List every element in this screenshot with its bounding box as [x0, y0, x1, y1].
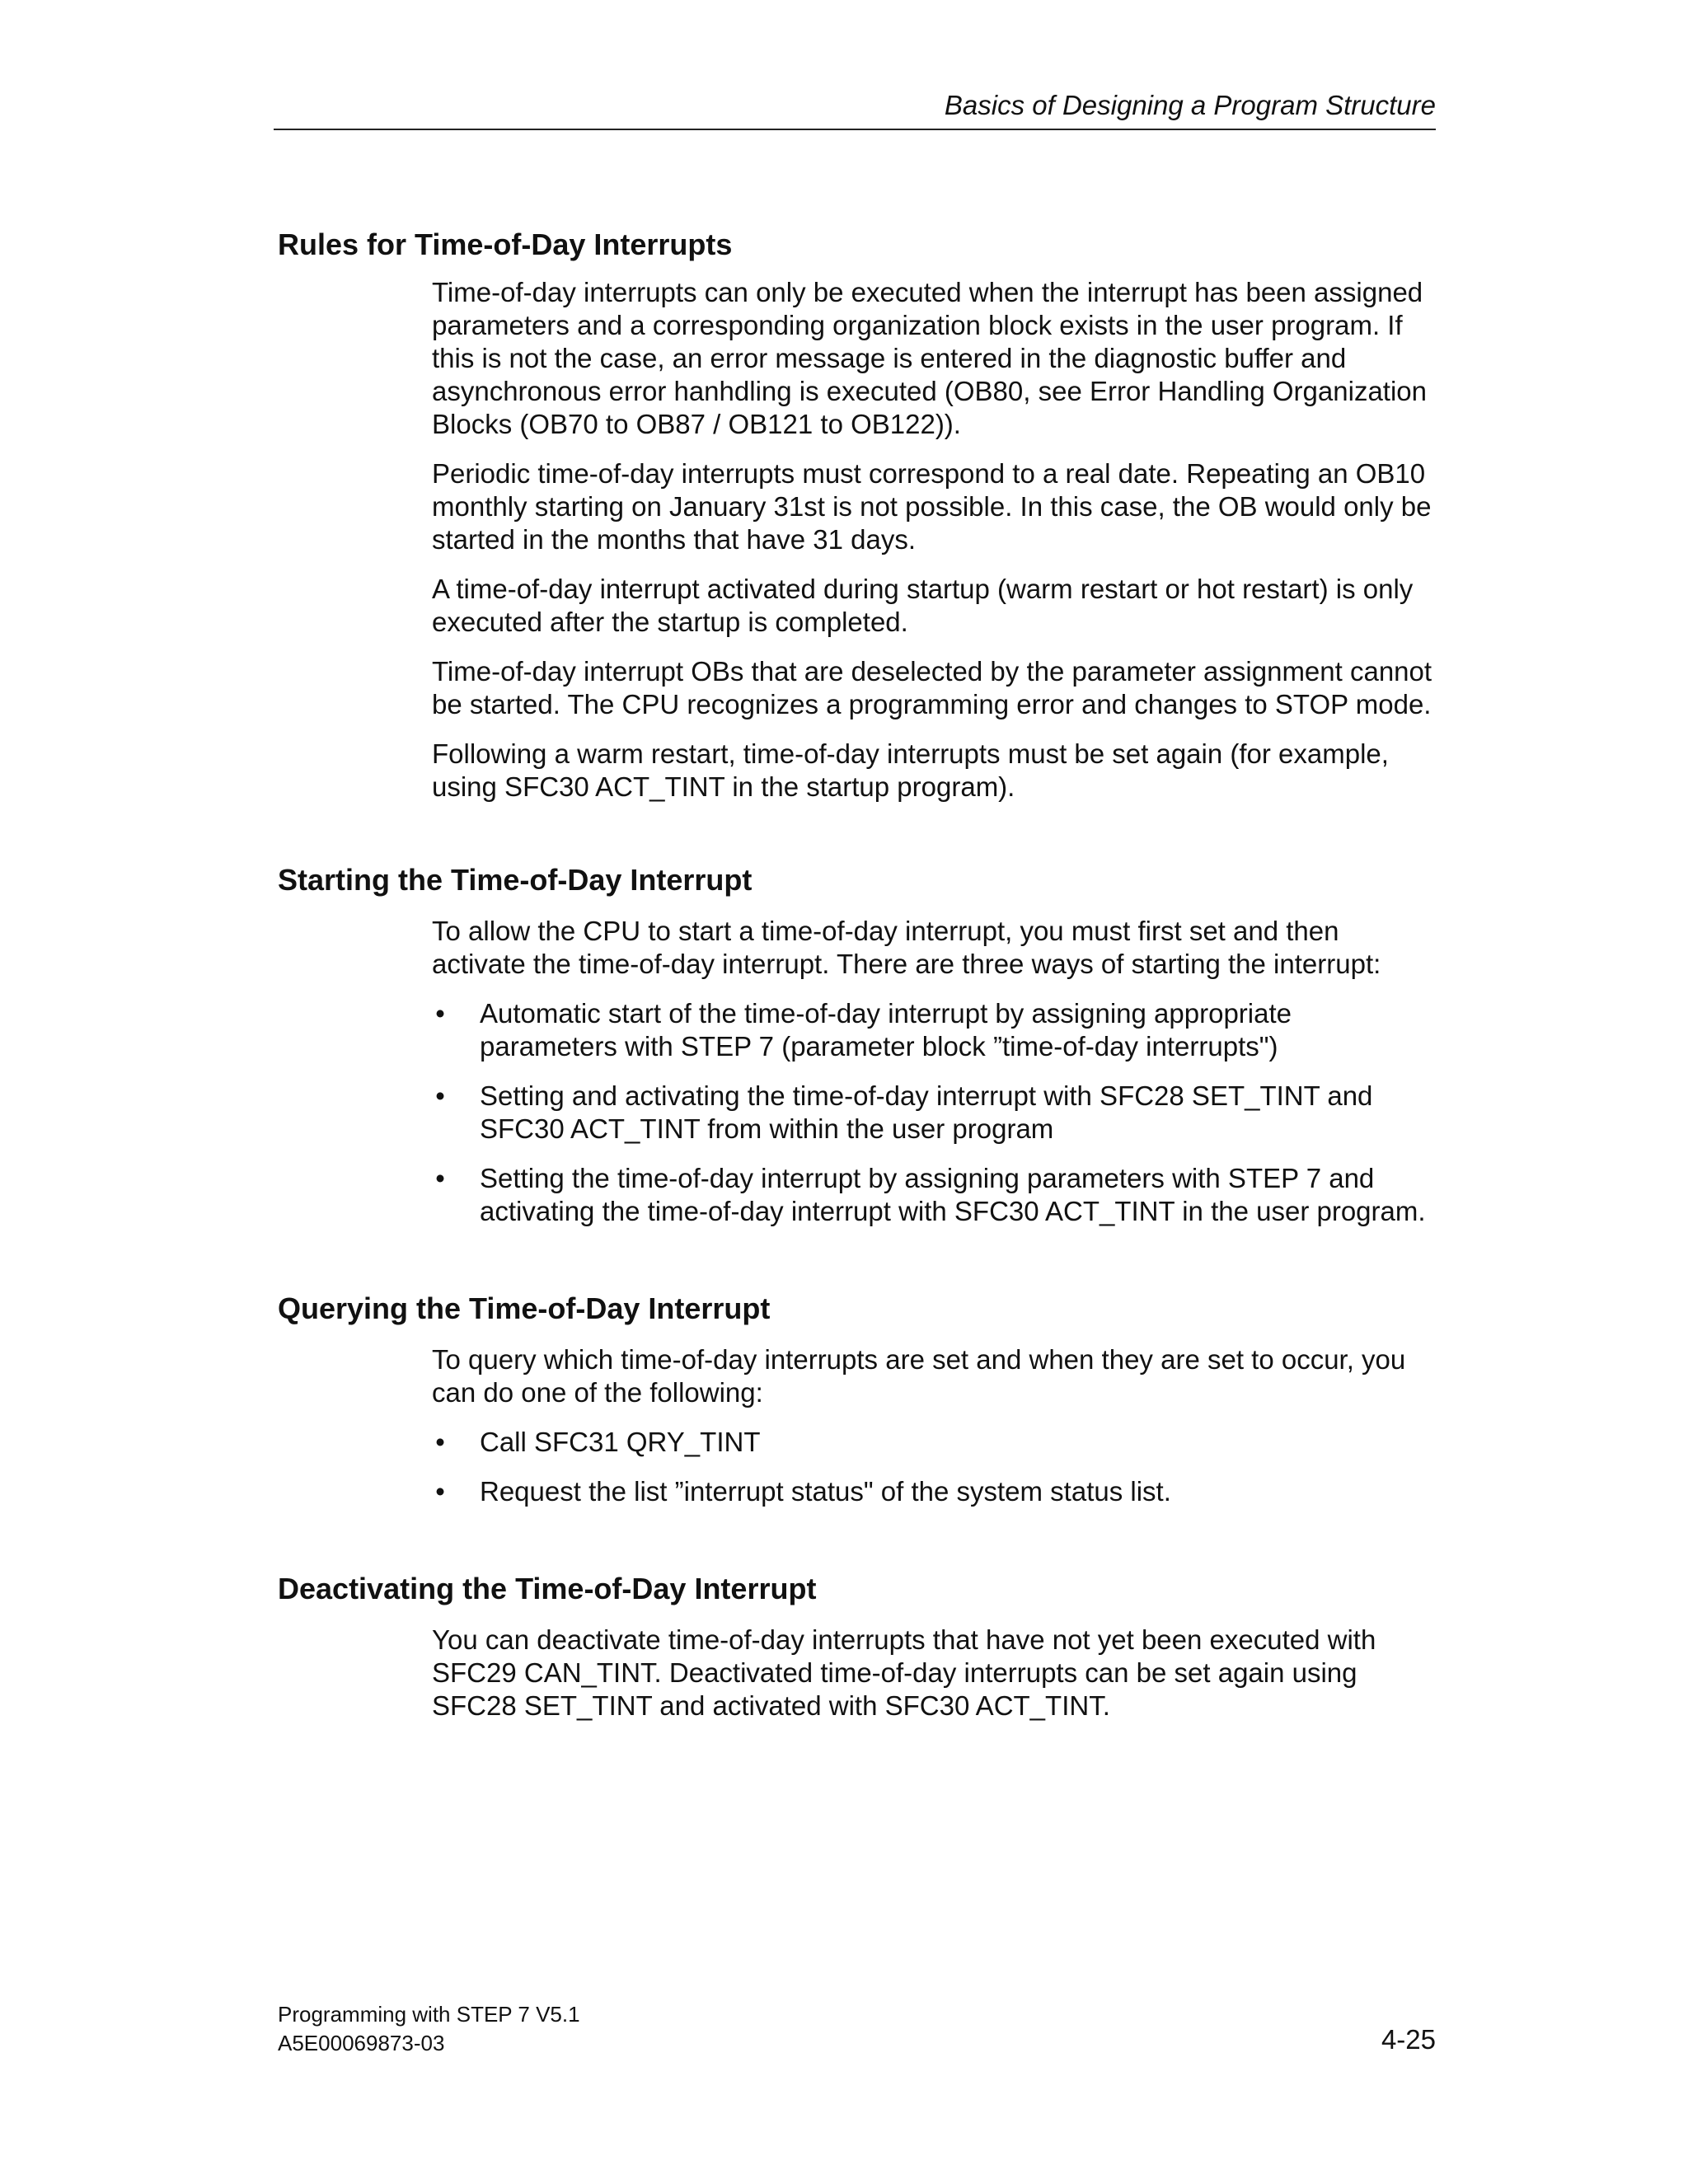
paragraph: Periodic time-of-day interrupts must correspond to a real date. Repeating an OB10 monthly starting on January 31st is not possible. In this case, the OB would only be started in the months that have 31 days.	[432, 458, 1432, 555]
section-heading: Rules for Time-of-Day Interrupts	[278, 227, 733, 261]
bullet-icon: •	[435, 1080, 445, 1111]
section-heading: Deactivating the Time-of-Day Interrupt	[278, 1572, 817, 1605]
running-header: Basics of Designing a Program Structure	[944, 90, 1436, 120]
section-heading: Starting the Time-of-Day Interrupt	[278, 863, 753, 897]
list-item-text: Call SFC31 QRY_TINT	[480, 1427, 761, 1457]
section-body	[432, 1343, 1436, 1508]
page-footer	[278, 2000, 580, 2058]
list-item-text: Setting and activating the time-of-day interrupt with SFC28 SET_TINT and SFC30 ACT_TINT from within the user program	[480, 1080, 1373, 1144]
manual-title: Programming with STEP 7 V5.1	[278, 2002, 580, 2027]
list-item-text: Request the list ”interrupt status" of the system status list.	[480, 1476, 1171, 1507]
section-body	[432, 276, 1436, 804]
paragraph: You can deactivate time-of-day interrupts that have not yet been executed with SFC29 CAN_TINT. Deactivated time-of-day interrupts can be set again using SFC28 SET_TINT and activated with SFC30 ACT_TINT.	[432, 1624, 1376, 1721]
list-item-text: Setting the time-of-day interrupt by assigning parameters with STEP 7 and activating the time-of-day interrupt with SFC30 ACT_TINT in the user program.	[480, 1163, 1426, 1226]
header-rule	[274, 129, 1436, 130]
section-rules	[278, 227, 1436, 820]
list-item	[432, 1080, 1436, 1146]
paragraph: To allow the CPU to start a time-of-day interrupt, you must first set and then activate the time-of-day interrupt. There are three ways of starting the interrupt:	[432, 916, 1381, 979]
bullet-icon: •	[435, 1427, 445, 1457]
section-body	[432, 915, 1436, 1228]
section-heading: Querying the Time-of-Day Interrupt	[278, 1291, 771, 1325]
bullet-list	[432, 1426, 1436, 1508]
list-item	[432, 1162, 1436, 1228]
document-number: A5E00069873-03	[278, 2031, 445, 2055]
paragraph: Time-of-day interrupts can only be executed when the interrupt has been assigned parameters and a corresponding organization block exists in the user program. If this is not the case, an error message is entered in the diagnostic buffer and asynchronous error hanhdling is executed (OB80, see Error Handling Organization Blocks (OB70 to OB87 / OB121 to OB122)).	[432, 277, 1427, 439]
paragraph: A time-of-day interrupt activated during startup (warm restart or hot restart) is only executed after the startup is completed.	[432, 574, 1414, 637]
paragraph: To query which time-of-day interrupts are set and when they are set to occur, you can do one of the following:	[432, 1344, 1406, 1408]
section-starting	[278, 862, 1436, 1244]
bullet-list	[432, 997, 1436, 1228]
section-body	[432, 1624, 1436, 1722]
list-item	[432, 997, 1436, 1063]
bullet-icon: •	[435, 1476, 445, 1507]
paragraph: Following a warm restart, time-of-day interrupts must be set again (for example, using SFC30 ACT_TINT in the startup program).	[432, 738, 1389, 802]
list-item	[432, 1475, 1436, 1508]
section-querying	[278, 1291, 1436, 1525]
bullet-icon: •	[435, 998, 445, 1029]
list-item-text: Automatic start of the time-of-day interrupt by assigning appropriate parameters with STEP 7 (parameter block ”time-of-day interrupts")	[480, 998, 1292, 1062]
bullet-icon: •	[435, 1163, 445, 1193]
list-item	[432, 1426, 1436, 1459]
paragraph: Time-of-day interrupt OBs that are deselected by the parameter assignment cannot be started. The CPU recognizes a programming error and changes to STOP mode.	[432, 656, 1432, 719]
section-deactivating	[278, 1571, 1436, 1739]
page-number: 4-25	[1381, 2024, 1436, 2055]
